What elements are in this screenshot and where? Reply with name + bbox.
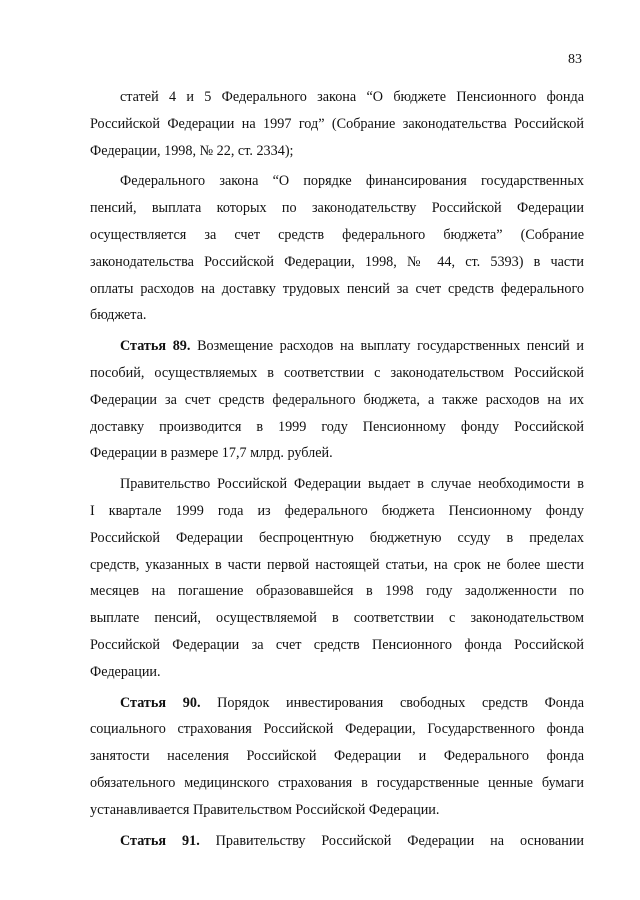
article-label: Статья 90. xyxy=(120,694,201,711)
text-line: Правительство Российской Федерации выдает в случае необходимости в xyxy=(120,476,584,493)
text-line: пенсий, выплата которых по законодательству Российской Федерации xyxy=(90,200,584,217)
text-line: выплате пенсий, осуществляемой в соответствии с законодательством xyxy=(90,610,584,627)
text-line: Федерации в размере 17,7 млрд. рублей. xyxy=(90,445,333,462)
body-paragraph xyxy=(90,168,584,329)
article-paragraph xyxy=(90,333,584,467)
line-text: Возмещение расходов на выплату государственных пенсий и xyxy=(190,338,584,355)
article-paragraph xyxy=(90,690,584,824)
text-line: средств, указанных в части первой настоящей статьи, на срок не более шести xyxy=(90,556,584,573)
article-label: Статья 89. xyxy=(120,338,191,355)
text-line xyxy=(90,333,584,360)
article-paragraph xyxy=(90,828,584,855)
text-line xyxy=(90,690,584,717)
article-label: Статья 91. xyxy=(120,832,200,849)
text-line: статей 4 и 5 Федерального закона “О бюджете Пенсионного фонда xyxy=(120,89,584,105)
text-line: пособий, осуществляемых в соответствии с законодательством Российской xyxy=(90,364,584,381)
paragraph-gap xyxy=(90,854,584,858)
body-paragraph xyxy=(90,84,584,164)
page-number: 83 xyxy=(568,52,582,67)
text-line: месяцев на погашение образовавшейся в 1998 году задолженности по xyxy=(90,583,584,600)
text-line: Федерации, 1998, № 22, ст. 2334); xyxy=(90,142,294,159)
text-line: Федерального закона “О порядке финансирования государственных xyxy=(120,173,584,190)
text-line: доставку производится в 1999 году Пенсионному фонду Российской xyxy=(90,418,584,435)
text-line: занятости населения Российской Федерации и Федерального фонда xyxy=(90,748,584,765)
text-line: Федерации. xyxy=(90,663,161,680)
body-paragraph xyxy=(90,471,584,685)
line-text: Порядок инвестирования свободных средств Фонда xyxy=(200,694,584,711)
text-line: устанавливается Правительством Российской Федерации. xyxy=(90,801,440,818)
text-line: Российской Федерации на 1997 год” (Собрание законодательства Российской xyxy=(90,115,584,132)
text-line: обязательного медицинского страхования в государственные ценные бумаги xyxy=(90,774,584,791)
text-line: оплаты расходов на доставку трудовых пенсий за счет средств федерального xyxy=(90,280,584,297)
text-line: I квартале 1999 года из федерального бюджета Пенсионному фонду xyxy=(90,502,584,519)
text-line xyxy=(90,828,584,855)
text-line: Российской Федерации за счет средств Пенсионного фонда Российской xyxy=(90,636,584,653)
text-line: Федерации за счет средств федерального бюджета, а также расходов на их xyxy=(90,391,584,408)
text-line: законодательства Российской Федерации, 1998, № 44, ст. 5393) в части xyxy=(90,253,584,270)
document-body xyxy=(90,84,584,858)
text-line: социального страхования Российской Федерации, Государственного фонда xyxy=(90,721,584,738)
line-text: Правительству Российской Федерации на основании xyxy=(199,832,585,849)
text-line: бюджета. xyxy=(90,307,147,324)
text-line: Российской Федерации беспроцентную бюджетную ссуду в пределах xyxy=(90,529,584,546)
text-line: осуществляется за счет средств федерального бюджета” (Собрание xyxy=(90,226,584,243)
